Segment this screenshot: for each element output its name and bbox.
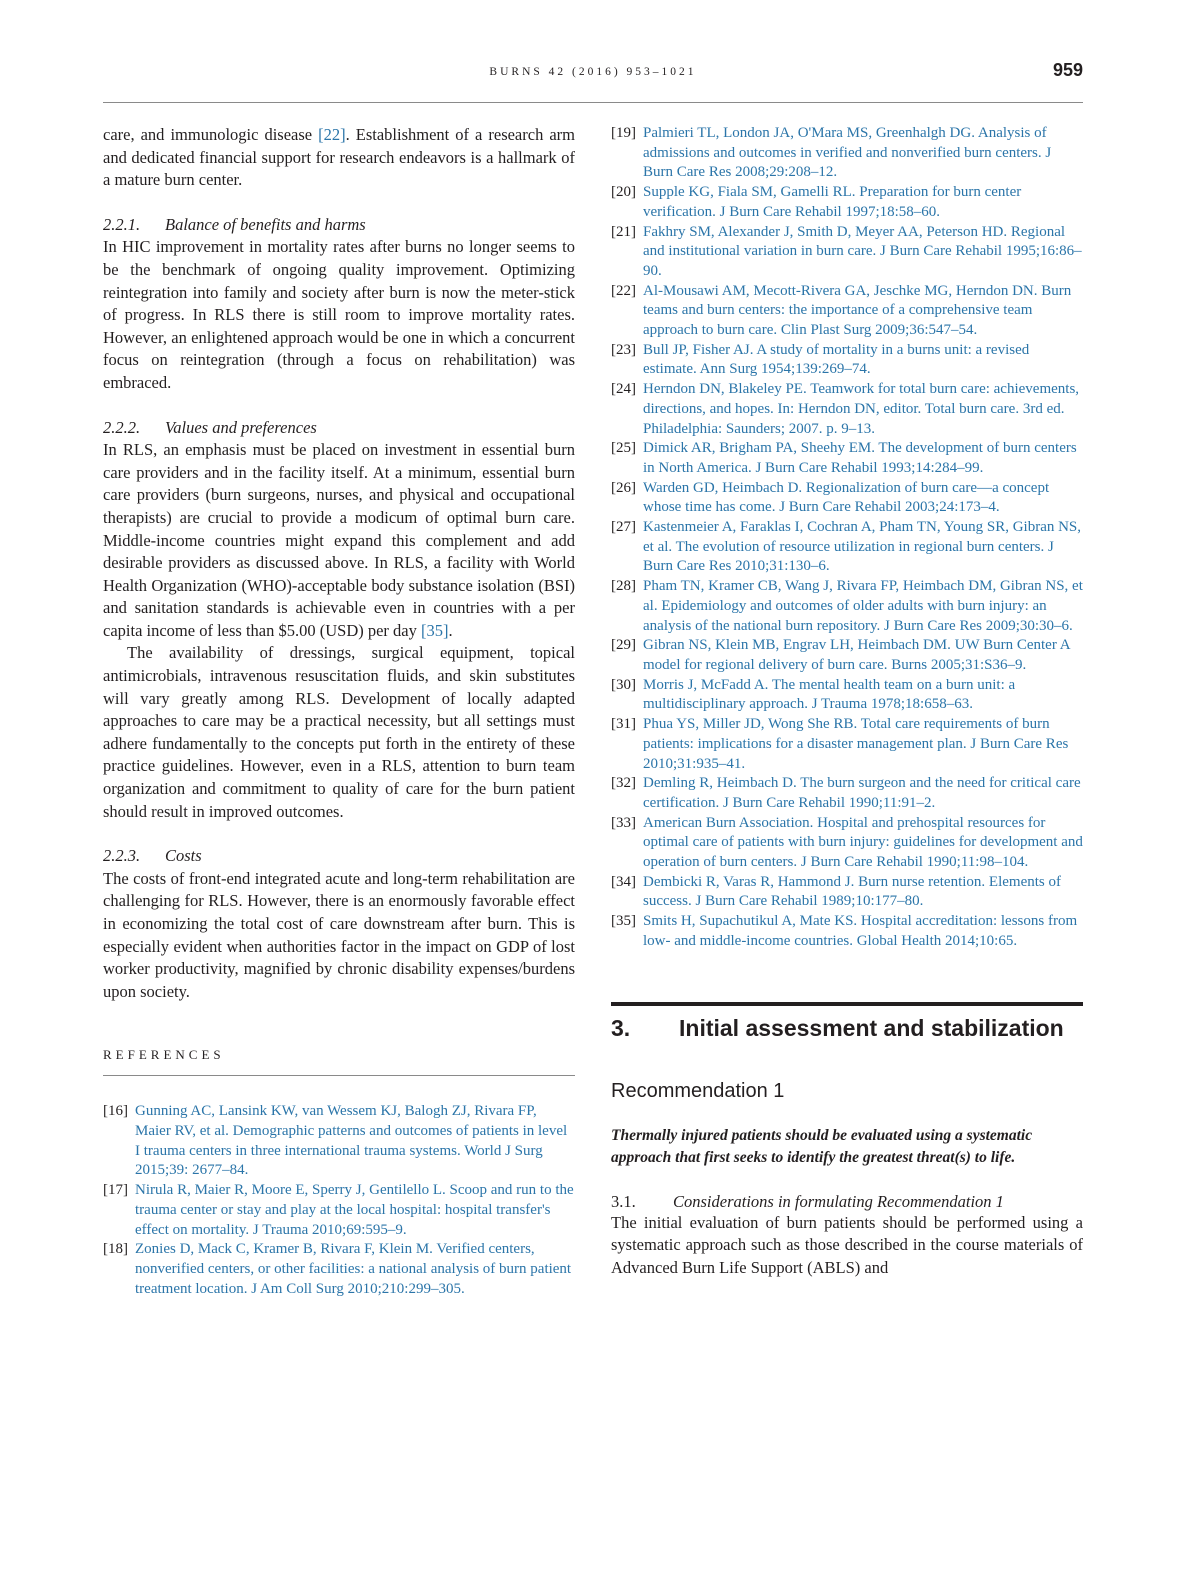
section-title: Initial assessment and stabilization (679, 1014, 1064, 1041)
subsection-title: Considerations in formulating Recommendation 1 (673, 1191, 1004, 1211)
subsection-number: 2.2.3. (103, 846, 141, 866)
reference-text[interactable]: Warden GD, Heimbach D. Regionalization of burn care—a concept whose time has come. J Burn Care Rehabil 2003;24:173–4. (643, 479, 1050, 516)
reference-text[interactable]: American Burn Association. Hospital and prehospital resources for optimal care of patients with burn injury: guidelines for development and operation of burn centers. J Burn Care Rehabil 1990;11:98–104. (643, 814, 1083, 871)
reference-item[interactable] (611, 774, 1083, 813)
reference-number: [31] (611, 716, 636, 733)
reference-item[interactable] (611, 439, 1083, 478)
subsection-number: 2.2.1. (103, 214, 141, 234)
reference-number: [22] (611, 282, 636, 299)
reference-number: [20] (611, 184, 636, 201)
reference-item[interactable] (611, 814, 1083, 873)
reference-item[interactable] (611, 341, 1083, 380)
reference-number: [35] (611, 913, 636, 930)
subsection-title: Balance of benefits and harms (165, 214, 366, 234)
left-column (103, 124, 575, 1299)
reference-number: [33] (611, 814, 636, 831)
paragraph-benefits-harms: In HIC improvement in mortality rates after burns no longer seems to be the benchmark of ongoing quality improvement. Optimizing reintegration into family and society after burn is now the meter-stick of progress. In RLS there is still room to improve mortality rates. However, an enlightened approach would be one in which a concurrent focus on reintegration (through a focus on rehabilitation) was embraced. (103, 237, 575, 392)
reference-text[interactable]: Zonies D, Mack C, Kramer B, Rivara F, Klein M. Verified centers, nonverified centers, or other facilities: a national analysis of burn patient treatment location. J Am Coll Surg 2010;210:299–305. (135, 1241, 572, 1297)
subsection-heading-2-2-3 (103, 845, 575, 868)
reference-number: [26] (611, 479, 636, 496)
reference-text[interactable]: Dimick AR, Brigham PA, Sheehy EM. The development of burn centers in North America. J Burn Care Rehabil 1993;14:284–99. (643, 440, 1077, 476)
right-column (611, 124, 1083, 1280)
reference-text[interactable]: Bull JP, Fisher AJ. A study of mortality in a burns unit: a revised estimate. Ann Surg 1954;139:269–74. (643, 341, 1030, 378)
references-heading: REFERENCES (103, 1047, 575, 1076)
reference-item[interactable] (611, 518, 1083, 577)
paragraph-initial-evaluation: The initial evaluation of burn patients should be performed using a systematic approach such as those described in the course materials of Advanced Burn Life Support (ABLS) and (611, 1212, 1083, 1277)
reference-number: [30] (611, 676, 636, 693)
reference-number: [19] (611, 125, 636, 141)
reference-item[interactable] (611, 873, 1083, 912)
reference-item[interactable] (611, 676, 1083, 715)
citation-link-22[interactable]: [22] (318, 125, 346, 144)
reference-text[interactable]: Nirula R, Maier R, Moore E, Sperry J, Gentilello L. Scoop and run to the trauma center or stay and play at the local hospital: hospital transfer's effect on mortality. J Trauma 2010;69:595–9. (135, 1182, 574, 1238)
page-number: 959 (1052, 60, 1083, 80)
reference-text[interactable]: Pham TN, Kramer CB, Wang J, Rivara FP, Heimbach DM, Gibran NS, et al. Epidemiology and outcomes of older adults with burn injury: an analysis of the national burn repository. J Burn Care Res 2009;30:30–6. (643, 578, 1083, 634)
reference-text[interactable]: Gibran NS, Klein MB, Engrav LH, Heimbach DM. UW Burn Center A model for regional delivery of burn care. Burns 2005;31:S36–9. (643, 637, 1070, 673)
reference-number: [32] (611, 775, 636, 792)
reference-list-right (611, 124, 1083, 952)
reference-text[interactable]: Herndon DN, Blakeley PE. Teamwork for total burn care: achievements, directions, and hopes. In: Herndon DN, editor. Total burn care. 3rd ed. Philadelphia: Saunders; 2007. p. 9–13. (643, 381, 1080, 437)
reference-number: [21] (611, 223, 636, 240)
paragraph-values-preferences (103, 439, 575, 642)
reference-number: [23] (611, 341, 636, 358)
journal-citation: BURNS 42 (2016) 953–1021 (489, 66, 697, 78)
reference-item[interactable] (103, 1181, 575, 1240)
reference-number: [28] (611, 578, 636, 595)
reference-item[interactable] (611, 380, 1083, 439)
reference-text[interactable]: Dembicki R, Varas R, Hammond J. Burn nurse retention. Elements of success. J Burn Care Rehabil 1989;10:177–80. (643, 873, 1061, 910)
reference-text[interactable]: Phua YS, Miller JD, Wong She RB. Total care requirements of burn patients: implications for a disaster management plan. J Burn Care Res 2010;31:935–41. (643, 716, 1069, 772)
running-header (103, 56, 1083, 103)
reference-text[interactable]: Supple KG, Fiala SM, Gamelli RL. Preparation for burn center verification. J Burn Care Rehabil 1997;18:58–60. (643, 184, 1022, 220)
reference-list-left (103, 1102, 575, 1299)
reference-number: [29] (611, 637, 636, 654)
reference-number: [17] (103, 1182, 128, 1199)
subsection-title: Costs (165, 846, 202, 866)
reference-item[interactable] (103, 1240, 575, 1299)
reference-item[interactable] (611, 183, 1083, 222)
reference-item[interactable] (103, 1102, 575, 1181)
intro-text-end: . Establishment of a research arm and dedicated financial support for research endeavors is a hallmark of a mature burn center. (103, 125, 575, 190)
reference-item[interactable] (611, 636, 1083, 675)
subsection-heading-2-2-1 (103, 214, 575, 237)
section-number: 3. (611, 1014, 631, 1041)
reference-number: [18] (103, 1241, 128, 1258)
paragraph-text: In RLS, an emphasis must be placed on investment in essential burn care providers and in the facility itself. At a minimum, essential burn care providers (burn surgeons, nurses, and physical and occupational therapists) are crucial to provide a modicum of optimal burn care. Middle-income countries might expand this complement and add desirable providers as discussed above. In RLS, a facility with World Health Organization (WHO)-acceptable body substance isolation (BSI) and sanitation standards is achievable even in countries with a per capita income of less than $5.00 (USD) per day (103, 440, 575, 640)
reference-number: [34] (611, 873, 636, 890)
reference-text[interactable]: Kastenmeier A, Faraklas I, Cochran A, Pham TN, Young SR, Gibran NS, et al. The evolution of resource utilization in regional burn centers. J Burn Care Res 2010;31:130–6. (643, 519, 1082, 575)
paragraph-text-end: . (448, 620, 453, 640)
reference-item[interactable] (611, 912, 1083, 951)
citation-link-35[interactable]: [35] (421, 620, 449, 640)
recommendation-text: Thermally injured patients should be evaluated using a systematic approach that first seeks to identify the greatest threat(s) to life. (611, 1126, 1033, 1167)
reference-item[interactable] (611, 124, 1083, 183)
subsection-number: 3.1. (611, 1191, 636, 1211)
reference-text[interactable]: Demling R, Heimbach D. The burn surgeon and the need for critical care certification. J Burn Care Rehabil 1990;11:91–2. (643, 775, 1081, 811)
reference-item[interactable] (611, 282, 1083, 341)
subsection-title: Values and preferences (165, 417, 317, 437)
reference-text[interactable]: Al-Mousawi AM, Mecott-Rivera GA, Jeschke MG, Herndon DN. Burn teams and burn centers: the importance of a comprehensive team approach to burn care. Clin Plast Surg 2009;36:547–54. (643, 282, 1072, 339)
reference-text[interactable]: Morris J, McFadd A. The mental health team on a burn unit: a multidisciplinary approach. J Trauma 1978;18:658–63. (643, 676, 1016, 713)
reference-text[interactable]: Fakhry SM, Alexander J, Smith D, Meyer AA, Peterson HD. Regional and institutional variation in burn care. J Burn Care Rehabil 1995;16:86–90. (643, 223, 1082, 279)
reference-number: [24] (611, 381, 636, 398)
reference-text[interactable]: Palmieri TL, London JA, O'Mara MS, Greenhalgh DG. Analysis of admissions and outcomes in verified and nonverified burn centers. J Burn Care Res 2008;29:208–12. (643, 125, 1052, 181)
recommendation-title: Recommendation 1 (611, 1079, 785, 1102)
reference-item[interactable] (611, 715, 1083, 774)
reference-number: [27] (611, 519, 636, 536)
intro-text: care, and immunologic disease (103, 125, 319, 144)
section-heading (611, 1014, 1083, 1042)
reference-item[interactable] (611, 479, 1083, 518)
reference-item[interactable] (611, 223, 1083, 282)
paragraph-costs: The costs of front-end integrated acute and long-term rehabilitation are challenging for RLS. However, there is an enormously favorable effect in economizing the total cost of care downstream after burn. This is especially evident when authorities factor in the impact on GDP of lost worker productivity, magnified by chronic disability expenses/burdens upon society. (103, 868, 575, 1001)
reference-number: [25] (611, 440, 636, 457)
paragraph-availability: The availability of dressings, surgical equipment, topical antimicrobials, intravenous resuscitation fluids, and skin substitutes will vary greatly among RLS. Development of locally adapted approaches to care may be a practical necessity, but all settings must adhere fundamentally to the concepts put forth in the entirety of these practice guidelines. However, even in a RLS, attention to burn team organization and commitment to quality of care for the burn patient should result in improved outcomes. (103, 643, 575, 821)
intro-paragraph (103, 124, 575, 192)
subsection-number: 2.2.2. (103, 417, 141, 437)
subsection-heading-2-2-2 (103, 417, 575, 440)
subsection-heading-3-1 (611, 1192, 1083, 1212)
reference-item[interactable] (611, 577, 1083, 636)
reference-number: [16] (103, 1103, 128, 1120)
reference-text[interactable]: Gunning AC, Lansink KW, van Wessem KJ, Balogh ZJ, Rivara FP, Maier RV, et al. Demographic patterns and outcomes of patients in level I trauma centers in three international trauma systems. World J Surg 2015;39: 2677–84. (135, 1103, 568, 1179)
reference-text[interactable]: Smits H, Supachutikul A, Mate KS. Hospital accreditation: lessons from low- and middle-income countries. Global Health 2014;10:65. (643, 913, 1078, 949)
section-divider (611, 1002, 1083, 1006)
